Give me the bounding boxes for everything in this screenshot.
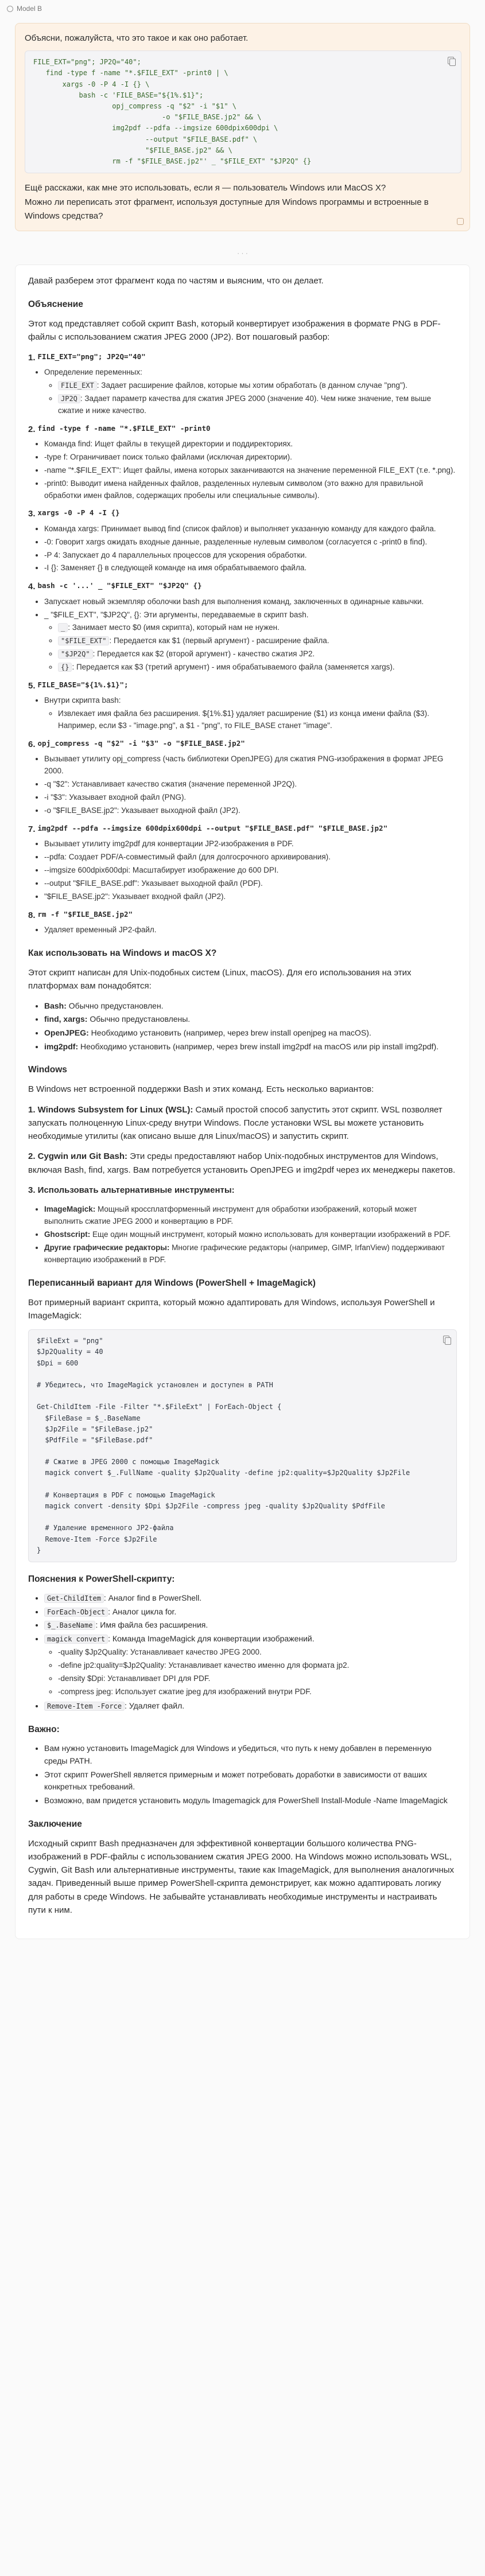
assistant-message	[15, 264, 470, 1939]
step-item	[44, 452, 457, 464]
step-subitem-text: : Задает расширение файлов, которые мы хотим обработать (в данном случае "png").	[96, 380, 408, 390]
ps-explain-item	[44, 1592, 457, 1605]
step-item	[44, 695, 457, 732]
step-items	[28, 523, 457, 575]
step-code: bash -c '...' _ "$FILE_EXT" "$JP2Q" {}	[37, 581, 202, 590]
ps-explain-subitem: ◦ -define jp2:quality=$Jp2Quality: Устанавливает качество именно для формата jp2.	[58, 1660, 457, 1672]
ps-explanation-list	[28, 1592, 457, 1713]
heading-powershell: Переписанный вариант для Windows (PowerShell + ImageMagick)	[28, 1278, 316, 1288]
ps-explain-item	[44, 1619, 457, 1632]
step-subitem	[58, 380, 457, 392]
step-item	[44, 924, 457, 936]
step-item-text: "$FILE_BASE.jp2": Указывает входной файл (JP2).	[44, 892, 226, 901]
user-code: FILE_EXT="png"; JP2Q="40"; find -type f -name "*.$FILE_EXT" -print0 | \ xargs -0 -P 4 -I {} \ bash -c 'FILE_BASE="${1%.$1}"; opj_compress -q "$2" -i "$1" \ -o "$FILE_BASE.jp2" && \ img2pdf --pdfa --imgsize 600dpix600dpi \ --output "$FILE_BASE.pdf" \ "$FILE_BASE.jp2" && \ rm -f "$FILE_BASE.jp2"' _ "$FILE_EXT" "$JP2Q" {}	[33, 58, 312, 165]
conversation	[0, 17, 485, 1962]
step-subitem	[58, 648, 457, 660]
windows-option	[28, 1103, 457, 1143]
step-head	[28, 580, 457, 593]
step-subitems	[44, 380, 457, 417]
alt-tool-item	[44, 1229, 457, 1241]
step-subitem-text: : Передается как $2 (второй аргумент) - качество сжатия JP2.	[92, 649, 315, 659]
ps-explain-subitem: ◦ -density $Dpi: Устанавливает DPI для PDF.	[58, 1673, 457, 1685]
step	[28, 351, 457, 417]
step-code: opj_compress -q "$2" -i "$3" -o "$FILE_BASE.jp2"	[37, 739, 245, 748]
windows-options	[28, 1103, 457, 1197]
windows-option-text: Самый простой способ запустить этот скрипт. WSL позволяет запускать полноценную Linux-среду внутри Windows. После установки WSL вы можете установить необходимые утилиты (как описано выше для Linux/macOS) и запустить скрипт.	[28, 1104, 443, 1142]
usage-item-title: Bash:	[44, 1001, 67, 1010]
usage-item-title: find, xargs:	[44, 1014, 88, 1024]
step-item-text: Определение переменных:	[44, 367, 142, 376]
step-item	[44, 609, 457, 674]
step-subitem	[58, 661, 457, 674]
step-code: rm -f "$FILE_BASE.jp2"	[37, 909, 133, 919]
step-item-text: --pdfa: Создает PDF/A-совместимый файл (для долгосрочного архивирования).	[44, 853, 331, 862]
step-code: img2pdf --pdfa --imgsize 600dpix600dpi --output "$FILE_BASE.pdf" "$FILE_BASE.jp2"	[37, 824, 388, 833]
step-items	[28, 367, 457, 417]
step-item	[44, 562, 457, 574]
step-number: 6.	[28, 740, 36, 750]
important-item: • Возможно, вам придется установить модуль Imagemagick для PowerShell Install-Module -Name ImageMagick	[44, 1795, 457, 1807]
windows-option-title: 3. Использовать альтернативные инструменты:	[28, 1185, 235, 1195]
alt-tool-item	[44, 1204, 457, 1228]
step-subitems	[44, 708, 457, 732]
step-item	[44, 891, 457, 903]
important-list	[28, 1742, 457, 1807]
alt-tool-item	[44, 1242, 457, 1266]
step-subitem-text: Извлекает имя файла без расширения. ${1%.$1} удаляет расширение ($1) из конца имени файла ($3). Например, если $3 - "image.png", а $1 - "png", то FILE_BASE станет "image".	[58, 709, 429, 730]
alt-tool-title: ImageMagick:	[44, 1205, 96, 1214]
windows-option	[28, 1184, 457, 1197]
step-item-text: --output "$FILE_BASE.pdf": Указывает выходной файл (PDF).	[44, 879, 263, 888]
usage-item	[44, 1041, 457, 1053]
model-icon	[7, 6, 13, 12]
ps-explain-subitem: ◦ -compress jpeg: Использует сжатие jpeg для изображений внутри PDF.	[58, 1686, 457, 1698]
step-item-text: -i "$3": Указывает входной файл (PNG).	[44, 793, 187, 802]
step	[28, 423, 457, 502]
step-head	[28, 423, 457, 436]
step-number: 3.	[28, 509, 36, 519]
ps-explain-text: : Удаляет файл.	[125, 1701, 185, 1711]
usage-item-text: Необходимо установить (например, через brew install img2pdf на macOS или pip install img2pdf).	[78, 1041, 439, 1051]
step-subitem-code: _	[58, 623, 68, 632]
usage-item-title: img2pdf:	[44, 1041, 79, 1051]
step-item	[44, 465, 457, 477]
model-header	[0, 0, 485, 17]
step-item	[44, 851, 457, 863]
step-code: xargs -0 -P 4 -I {}	[37, 508, 120, 517]
ps-explain-item	[44, 1700, 457, 1713]
powershell-code-block	[28, 1329, 457, 1562]
user-code-block	[25, 50, 461, 173]
step-number: 4.	[28, 582, 36, 592]
powershell-code: $FileExt = "png" $Jp2Quality = 40 $Dpi = 600 # Убедитесь, что ImageMagick установлен и доступен в PATH Get-ChildItem -File -Filter "*.$FileExt" | ForEach-Object { $FileBase = $_.BaseName $Jp2File = "$FileBase.jp2" $PdfFile = "$FileBase.pdf" # Сжатие в JPEG 2000 с помощью ImageMagick magick convert $_.FullName -quality $Jp2Quality -define jp2:quality=$Jp2Quality $Jp2File # Конвертация в PDF с помощью ImageMagick magick convert -density $Dpi $Jp2File -compress jpeg -quality $Jp2Quality $PdfFile # Удаление временного JP2-файла Remove-Item -Force $Jp2File }	[37, 1337, 410, 1554]
step-subitem-code: FILE_EXT	[58, 381, 97, 390]
heading-usage: Как использовать на Windows и macOS X?	[28, 948, 217, 959]
step-subitem-text: : Передается как $3 (третий аргумент) - имя обрабатываемого файла (заменяется xargs).	[72, 663, 395, 672]
windows-option-text: Эти среды предоставляют набор Unix-подобных инструментов для Windows, включая Bash, find, xargs. Вам потребуется установить OpenJPEG и img2pdf через их менеджеры пакетов.	[28, 1151, 456, 1175]
user-message	[15, 23, 470, 231]
steps-list	[28, 351, 457, 936]
usage-text: Этот скрипт написан для Unix-подобных систем (Linux, macOS). Для его использования на этих платформах вам понадобятся:	[28, 968, 412, 991]
ps-explain-text: : Команда ImageMagick для конвертации изображений.	[108, 1634, 315, 1644]
answer-intro: Давай разберем этот фрагмент кода по частям и выясним, что он делает.	[28, 275, 324, 286]
step-items	[28, 596, 457, 674]
step-code: FILE_BASE="${1%.$1}";	[37, 680, 129, 690]
step-item	[44, 838, 457, 850]
copy-icon[interactable]	[441, 1334, 452, 1345]
important-item: • Этот скрипт PowerShell является примерным и может потребовать доработки в зависимости от ваших конкретных требований.	[44, 1769, 457, 1793]
ps-explain-code: magick convert	[44, 1635, 108, 1644]
step-number: 2.	[28, 424, 36, 434]
step-item	[44, 523, 457, 535]
usage-item-text: Обычно предустановлен.	[66, 1001, 164, 1010]
alt-tool-title: Другие графические редакторы:	[44, 1243, 170, 1252]
step-head	[28, 351, 457, 364]
step-number: 1.	[28, 352, 36, 363]
step-item-text: Запускает новый экземпляр оболочки bash для выполнения команд, заключенных в одинарные кавычки.	[44, 597, 424, 606]
step-number: 5.	[28, 681, 36, 691]
usage-list	[28, 1000, 457, 1053]
windows-option-title: 2. Cygwin или Git Bash:	[28, 1151, 127, 1162]
step-item	[44, 805, 457, 817]
heading-conclusion: Заключение	[28, 1819, 82, 1829]
heading-important: Важно:	[28, 1725, 60, 1735]
step-subitem	[58, 622, 457, 634]
step-item-text: -P 4: Запускает до 4 параллельных процессов для ускорения обработки.	[44, 550, 307, 559]
step-head	[28, 738, 457, 751]
step-items	[28, 838, 457, 903]
powershell-intro: Вот примерный вариант скрипта, который можно адаптировать для Windows, используя PowerShell и ImageMagick:	[28, 1297, 435, 1321]
step-item-text: Внутри скрипта bash:	[44, 696, 121, 705]
usage-item-title: OpenJPEG:	[44, 1028, 89, 1037]
heading-ps-explanation: Пояснения к PowerShell-скрипту:	[28, 1574, 175, 1584]
heading-windows: Windows	[28, 1065, 67, 1075]
step-head	[28, 507, 457, 520]
user-question-1: Ещё расскажи, как мне это использовать, если я — пользователь Windows или MacOS X?	[25, 183, 386, 193]
usage-item-text: Необходимо установить (например, через brew install openjpeg на macOS).	[88, 1028, 371, 1037]
step-number: 7.	[28, 824, 36, 835]
step-item	[44, 596, 457, 608]
step-item	[44, 536, 457, 548]
ps-explain-code: Remove-Item -Force	[44, 1702, 125, 1711]
step-item-text: -q "$2": Устанавливает качество сжатия (значение переменной JP2Q).	[44, 780, 297, 789]
step-item	[44, 779, 457, 791]
alt-tool-text: Многие графические редакторы (например, GIMP, IrfanView) поддерживают конвертацию изображений в PDF.	[44, 1243, 445, 1264]
step-subitem	[58, 708, 457, 732]
step-subitem	[58, 635, 457, 647]
step-item-text: -I {}: Заменяет {} в следующей команде на имя обрабатываемого файла.	[44, 563, 307, 573]
user-intro: Объясни, пожалуйста, что это такое и как оно работает.	[25, 33, 249, 43]
step	[28, 738, 457, 817]
step-subitem-code: "$JP2Q"	[58, 649, 93, 659]
separator: · · ·	[237, 248, 248, 257]
user-question-2: Можно ли переписать этот фрагмент, используя доступные для Windows программы и встроенные в Windows средства?	[25, 197, 429, 221]
step	[28, 679, 457, 732]
ps-explain-subitem: ◦ -quality $Jp2Quality: Устанавливает качество JPEG 2000.	[58, 1647, 457, 1659]
step-item	[44, 478, 457, 502]
heading-explanation: Объяснение	[28, 299, 83, 310]
ps-explain-text: : Имя файла без расширения.	[95, 1620, 208, 1630]
step-item	[44, 865, 457, 877]
step	[28, 580, 457, 674]
step-item-text: Вызывает утилиту opj_compress (часть библиотеки OpenJPEG) для сжатия PNG-изображения в формат JPEG 2000.	[44, 754, 444, 776]
usage-item	[44, 1013, 457, 1026]
step-item-text: Команда find: Ищет файлы в текущей директории и поддиректориях.	[44, 439, 293, 448]
windows-option-title: 1. Windows Subsystem for Linux (WSL):	[28, 1104, 193, 1115]
step-item-text: -o "$FILE_BASE.jp2": Указывает выходной файл (JP2).	[44, 806, 240, 815]
ps-explain-text: : Аналог цикла for.	[108, 1606, 177, 1616]
step-item-text: -type f: Ограничивает поиск только файлами (исключая директории).	[44, 452, 292, 461]
alt-tools-list	[28, 1204, 457, 1266]
ps-explain-code: Get-ChildItem	[44, 1594, 104, 1603]
important-item: • Вам нужно установить ImageMagick для Windows и убедиться, что путь к нему добавлен в переменную среды PATH.	[44, 1742, 457, 1767]
step-item-text: Удаляет временный JP2-файл.	[44, 925, 157, 935]
step-item-text: Команда xargs: Принимает вывод find (список файлов) и выполняет указанную команду для каждого файла.	[44, 524, 436, 533]
usage-item-text: Обычно предустановлены.	[87, 1014, 191, 1024]
step-subitem-text: : Передается как $1 (первый аргумент) - расширение файла.	[109, 636, 329, 645]
edit-icon[interactable]	[457, 218, 464, 225]
step-subitems	[44, 622, 457, 674]
step-items	[28, 438, 457, 502]
step-item	[44, 792, 457, 804]
step-subitem	[58, 393, 457, 417]
alt-tool-text: Мощный кроссплатформенный инструмент для обработки изображений, который может выполнить сжатие JPEG 2000 и конвертацию в PDF.	[44, 1205, 417, 1226]
step-item-text: -print0: Выводит имена найденных файлов, разделенных нулевым символом (это важно для правильной обработки имен файлов, содержащих пробелы или специальные символы).	[44, 478, 424, 500]
ps-explain-subitems	[44, 1647, 457, 1698]
step-code: FILE_EXT="png"; JP2Q="40"	[37, 352, 146, 361]
windows-text: В Windows нет встроенной поддержки Bash и этих команд. Есть несколько вариантов:	[28, 1084, 374, 1095]
ps-explain-code: ForEach-Object	[44, 1608, 108, 1617]
ps-explain-item	[44, 1606, 457, 1618]
step-items	[28, 695, 457, 732]
step	[28, 823, 457, 903]
step-subitem-text: : Занимает место $0 (имя скрипта), который нам не нужен.	[68, 623, 280, 632]
step	[28, 909, 457, 936]
step-number: 8.	[28, 910, 36, 920]
conclusion-text: Исходный скрипт Bash предназначен для эффективной конвертации большого количества PNG-изображений в PDF-файлы с использованием сжатия JPEG 2000. На Windows можно использовать WSL, Cygwin, Git Bash или альтернативные инструменты, такие как ImageMagick, для выполнения аналогичных задач. Приведенный выше пример PowerShell-скрипта демонстрирует, как можно адаптировать логику для работы в среде Windows. Не забывайте устанавливать необходимые инструменты и настраивать пути к ним.	[28, 1838, 455, 1915]
step-items	[28, 753, 457, 817]
step-subitem-code: "$FILE_EXT"	[58, 636, 109, 645]
step-head	[28, 679, 457, 692]
step-item	[44, 550, 457, 562]
step-code: find -type f -name "*.$FILE_EXT" -print0	[37, 423, 211, 433]
ps-explain-text: : Аналог find в PowerShell.	[103, 1593, 202, 1602]
alt-tool-title: Ghostscript:	[44, 1229, 91, 1239]
step-item-text: -name "*.$FILE_EXT": Ищет файлы, имена которых заканчиваются на значение переменной FILE_EXT (т.е. *.png).	[44, 465, 456, 474]
step	[28, 507, 457, 574]
step-items	[28, 924, 457, 936]
windows-option	[28, 1150, 457, 1177]
step-item	[44, 753, 457, 777]
explanation-text: Этот код представляет собой скрипт Bash, который конвертирует изображения в формате PNG в PDF-файлы с использованием сжатия JPEG 2000 (JP2). Вот пошаговый разбор:	[28, 319, 441, 343]
step-subitem-code: {}	[58, 663, 72, 672]
ps-explain-item	[44, 1633, 457, 1698]
step-item-text: _ "$FILE_EXT", "$JP2Q", {}: Эти аргументы, передаваемые в скрипт bash.	[44, 610, 309, 619]
step-item-text: --imgsize 600dpix600dpi: Масштабирует изображение до 600 DPI.	[44, 866, 279, 875]
step-item-text: -0: Говорит xargs ожидать входные данные, разделенные нулевым символом (согласуется с -print0 в find).	[44, 537, 428, 546]
step-subitem-code: JP2Q	[58, 394, 80, 403]
step-item	[44, 438, 457, 450]
step-subitem-text: : Задает параметр качества для сжатия JPEG 2000 (значение 40). Чем ниже значение, тем выше сжатие и ниже качество.	[58, 394, 431, 415]
step-item	[44, 367, 457, 417]
step-item-text: Вызывает утилиту img2pdf для конвертации JP2-изображения в PDF.	[44, 839, 294, 849]
usage-item	[44, 1000, 457, 1013]
alt-tool-text: Еще один мощный инструмент, который можно использовать для конвертации изображений в PDF.	[90, 1229, 451, 1239]
model-label: Model B	[17, 4, 42, 13]
step-head	[28, 823, 457, 836]
step-item	[44, 878, 457, 890]
copy-icon[interactable]	[446, 56, 456, 66]
ps-explain-code: $_.BaseName	[44, 1621, 95, 1630]
usage-item	[44, 1027, 457, 1040]
step-head	[28, 909, 457, 922]
